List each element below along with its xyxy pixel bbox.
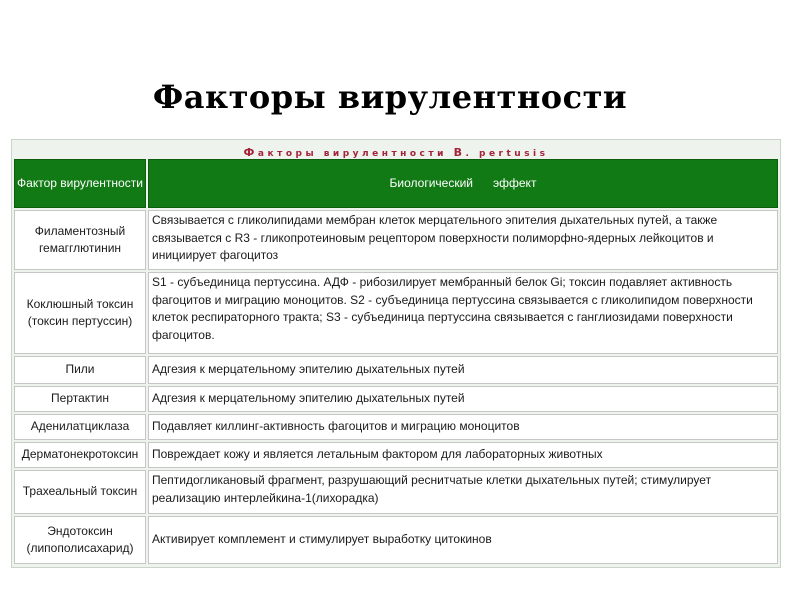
header-factor-cell: Фактор вирулентности (14, 159, 146, 208)
factor-cell: Трахеальный токсин (14, 470, 146, 514)
effect-cell: Повреждает кожу и является летальным фактором для лабораторных животных (148, 442, 778, 468)
effect-cell: Пептидогликановый фрагмент, разрушающий реснитчатые клетки дыхательных путей; стимулирует реализацию интерлейкина-1(лихорадка) (148, 470, 778, 514)
effect-cell: Связывается с гликолипидами мембран клеток мерцательного эпителия дыхательных путей, а также связывается с R3 - гликопротеиновым рецептором поверхности полиморфно-ядерных лейкоцитов и инициирует фагоцитоз (148, 210, 778, 270)
caption-prefix: акторы вирулентности (257, 149, 447, 159)
caption-species: . pertusis (465, 149, 549, 159)
table-row (14, 356, 778, 384)
factor-cell: Пили (14, 356, 146, 384)
factor-cell: Эндотоксин (липополисахарид) (14, 516, 146, 564)
table-caption (12, 146, 780, 159)
table-row (14, 386, 778, 412)
table-row (14, 210, 778, 270)
factor-cell: Пертактин (14, 386, 146, 412)
caption-prefix-initial: Ф (243, 146, 258, 159)
table-row (14, 516, 778, 564)
factor-cell: Коклюшный токсин (токсин пертуссин) (14, 272, 146, 354)
effect-cell: Адгезия к мерцательному эпителию дыхательных путей (148, 356, 778, 384)
factor-cell: Аденилатциклаза (14, 414, 146, 440)
caption-species-initial: B (453, 146, 466, 159)
table-header-row (14, 159, 778, 208)
header-effect-cell (148, 159, 778, 208)
factor-cell: Филаментозный гемагглютинин (14, 210, 146, 270)
table-row (14, 470, 778, 514)
effect-cell: Подавляет киллинг-активность фагоцитов и миграцию моноцитов (148, 414, 778, 440)
effect-cell: Адгезия к мерцательному эпителию дыхательных путей (148, 386, 778, 412)
effect-cell: Активирует комплемент и стимулирует выработку цитокинов (148, 516, 778, 564)
factor-cell: Дерматонекротоксин (14, 442, 146, 468)
header-effect-label: Биологический эффект (389, 175, 537, 190)
slide-title: Факторы вирулентности (152, 78, 628, 116)
table-row (14, 272, 778, 354)
effect-cell: S1 - субъединица пертуссина. АДФ - рибозилирует мембранный белок Gi; токсин подавляет активность фагоцитов и миграцию моноцитов. S2 - субъединица пертуссина связывается с гликолипидом поверхности клеток респираторного тракта; S3 - субъединица пертуссина связывается с ганглиозидами поверхности фагоцитов. (148, 272, 778, 354)
virulence-factors-table (11, 139, 781, 568)
table-row (14, 442, 778, 468)
table-row (14, 414, 778, 440)
